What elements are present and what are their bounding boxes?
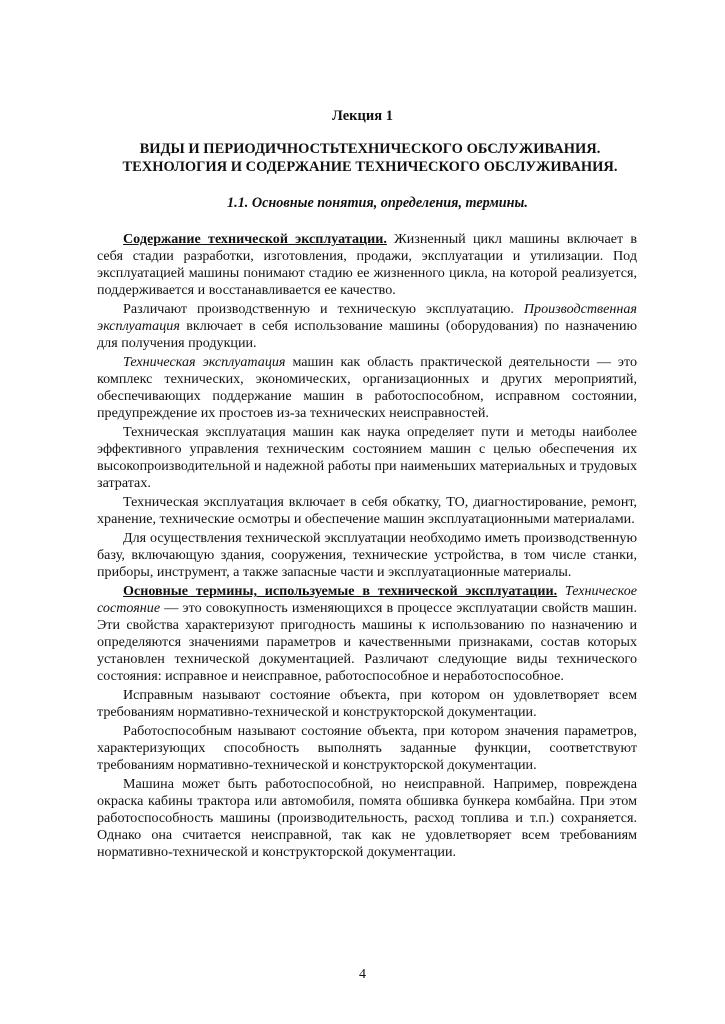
paragraph-2-term: Производственная эксплуатация	[97, 301, 637, 334]
page-number: 4	[359, 967, 366, 982]
paragraph-6: Для осуществления технической эксплуатации необходимо иметь производственную базу, включающую здания, сооружения, технические устройства, в том числе станки, приборы, инструмент, а также запасные части и эксплуатационные материалы.	[97, 530, 637, 580]
paragraph-9: Работоспособным называют состояние объекта, при котором значения параметров, характеризующих способность выполнять заданные функции, соответствуют требованиям нормативно-технической и конструкторской документации.	[97, 723, 637, 773]
paragraph-1-heading: Содержание технической эксплуатации.	[123, 231, 387, 247]
paragraph-7	[97, 583, 637, 685]
paragraph-10: Машина может быть работоспособной, но неисправной. Например, повреждена окраска кабины трактора или автомобиля, помята обшивка бункера комбайна. При этом работоспособность машины (производительность, расход топлива и т.п.) сохраняется. Однако она считается неисправной, так как не удовлетворяет всем требованиям нормативно-технической и конструкторской документации.	[97, 776, 637, 860]
paragraph-2-text-a: Различают производственную и техническую эксплуатацию.	[123, 301, 524, 317]
section-title: 1.1. Основные понятия, определения, термины.	[227, 195, 528, 211]
paragraph-5: Техническая эксплуатация включает в себя обкатку, ТО, диагностирование, ремонт, хранение, технические осмотры и обеспечение машин эксплуатационными материалами.	[97, 494, 637, 527]
paragraph-3-text: машин как область практической деятельности — это комплекс технических, экономических, организационных и других мероприятий, обеспечивающих поддержание машин в работоспособном, исправном состоянии, предупреждение их простоев из-за технических неисправностей.	[97, 354, 637, 421]
paragraph-8: Исправным называют состояние объекта, при котором он удовлетворяет всем требованиям нормативно-технической и конструкторской документации.	[97, 687, 637, 720]
lecture-label: Лекция 1	[332, 108, 393, 124]
main-title-line-1: ВИДЫ И ПЕРИОДИЧНОСТЬТЕХНИЧЕСКОГО ОБСЛУЖИВАНИЯ.	[139, 141, 601, 157]
main-title	[80, 140, 660, 176]
paragraph-2-text-b: включает в себя использование машины (оборудования) по назначению для получения продукции.	[97, 318, 637, 351]
body-text	[97, 231, 637, 863]
paragraph-7-heading: Основные термины, используемые в технической эксплуатации.	[123, 583, 558, 599]
paragraph-1	[97, 231, 637, 299]
main-title-line-2: ТЕХНОЛОГИЯ И СОДЕРЖАНИЕ ТЕХНИЧЕСКОГО ОБСЛУЖИВАНИЯ.	[122, 159, 618, 175]
paragraph-2	[97, 301, 637, 352]
paragraph-7-term: Техническое состояние	[97, 583, 637, 616]
paragraph-3-term: Техническая эксплуатация	[123, 354, 286, 370]
paragraph-7-text: — это совокупность изменяющихся в процессе эксплуатации свойств машин. Эти свойства характеризуют пригодность машины к использованию по назначению и определяются значениями параметров и качественными признаками, состав которых установлен технической документацией. Различают следующие виды технического состояния: исправное и неисправное, работоспособное и неработоспособное.	[97, 600, 637, 684]
paragraph-3	[97, 354, 637, 422]
paragraph-4: Техническая эксплуатация машин как наука определяет пути и методы наиболее эффективного управления техническим состоянием машин с целью обеспечения их высокопроизводительной и надежной работы при наименьших материальных и трудовых затратах.	[97, 424, 637, 491]
paragraph-1-text: Жизненный цикл машины включает в себя стадии разработки, изготовления, продажи, эксплуатации и утилизации. Под эксплуатацией машины понимают стадию ее жизненного цикла, на которой реализуется, поддерживается и восстанавливается ее качество.	[97, 231, 637, 298]
